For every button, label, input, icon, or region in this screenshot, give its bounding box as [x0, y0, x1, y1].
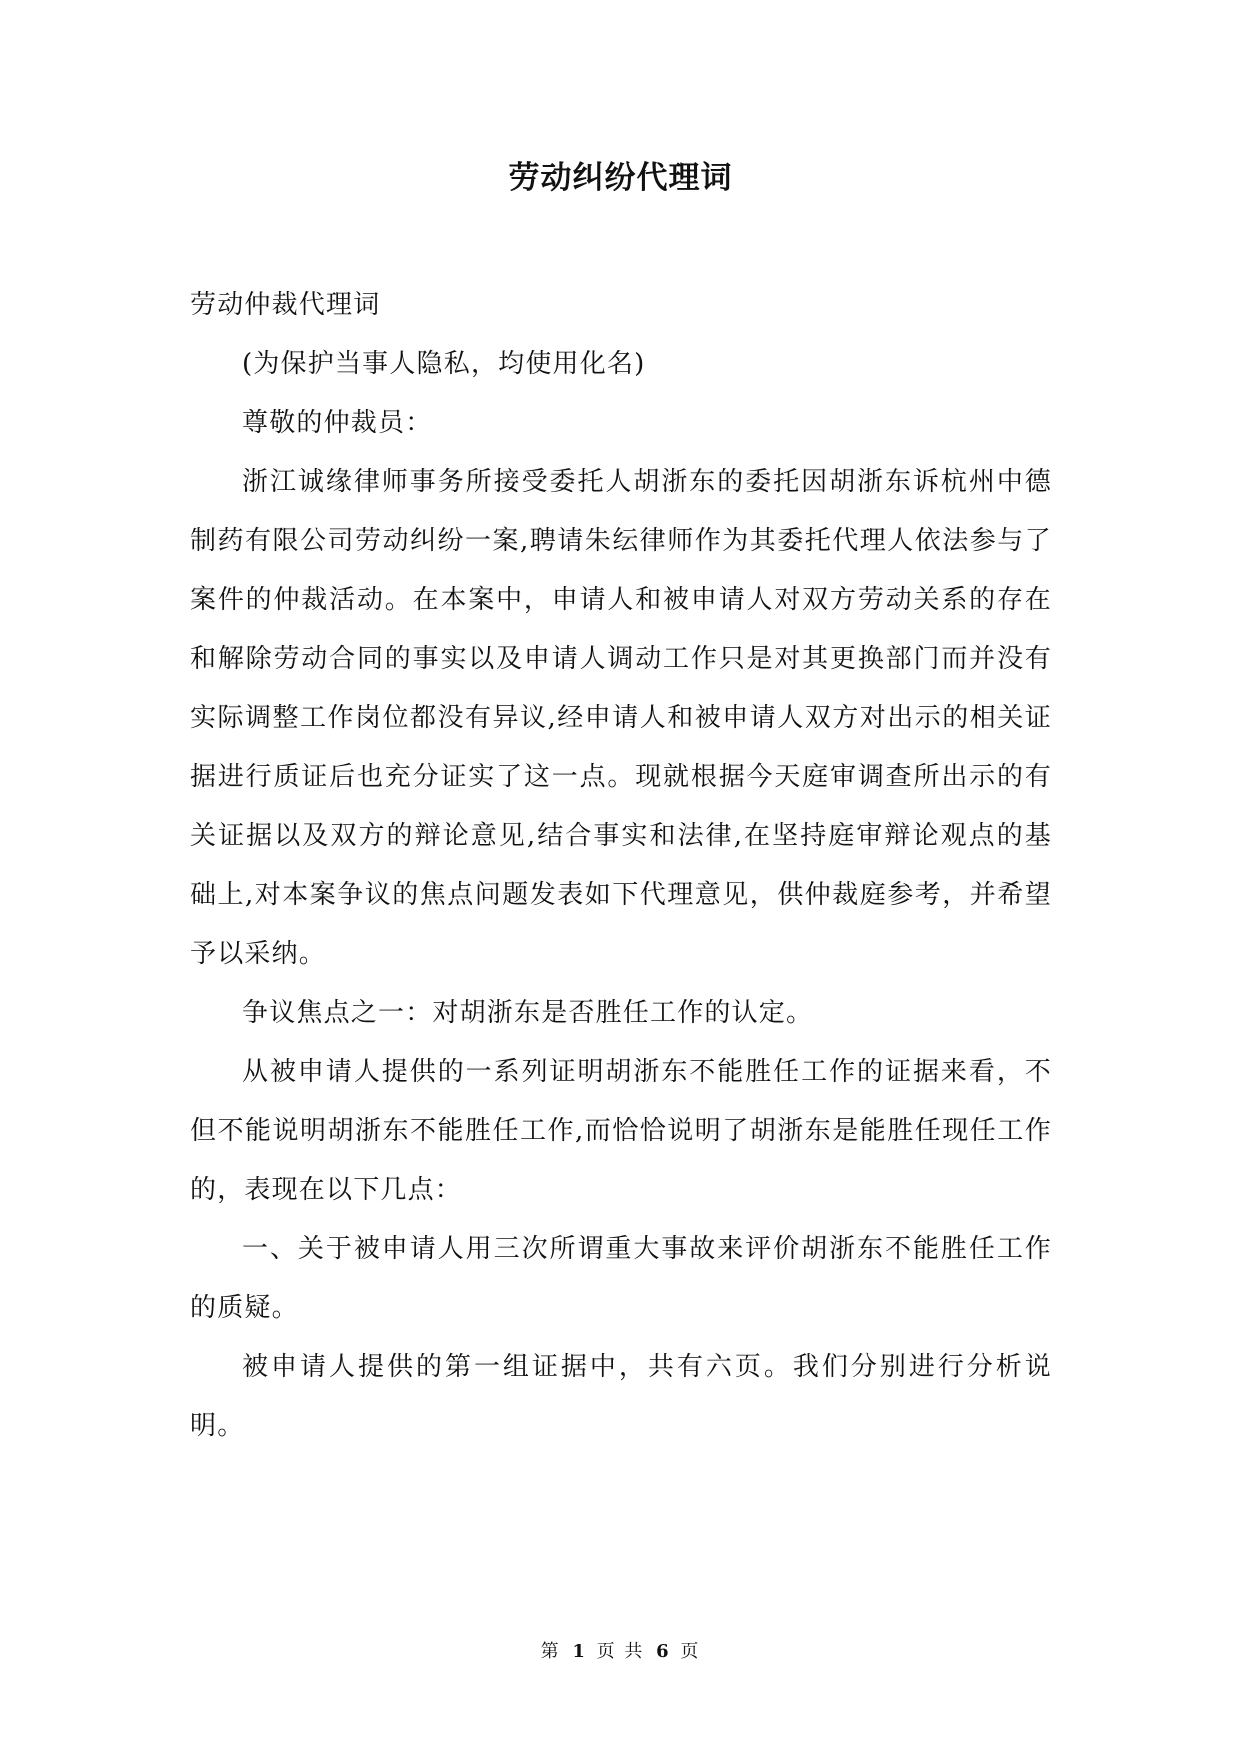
footer-total-pages: 6 — [656, 1641, 669, 1662]
page-footer — [0, 1640, 1241, 1664]
paragraph: 从被申请人提供的一系列证明胡浙东不能胜任工作的证据来看，不但不能说明胡浙东不能胜任工作,而恰恰说明了胡浙东是能胜任现任工作的，表现在以下几点： — [190, 1057, 1052, 1205]
paragraph: (为保护当事人隐私，均使用化名) — [242, 349, 646, 379]
footer-page-number: 1 — [572, 1641, 585, 1662]
paragraph: 尊敬的仲裁员： — [242, 408, 433, 438]
paragraph: 被申请人提供的第一组证据中，共有六页。我们分别进行分析说明。 — [190, 1352, 1052, 1441]
paragraph: 劳动仲裁代理词 — [190, 290, 381, 320]
paragraph: 浙江诚缘律师事务所接受委托人胡浙东的委托因胡浙东诉杭州中德制药有限公司劳动纠纷一案,聘请朱纭律师作为其委托代理人依法参与了案件的仲裁活动。在本案中，申请人和被申请人对双方劳动关系的存在和解除劳动合同的事实以及申请人调动工作只是对其更换部门而并没有实际调整工作岗位都没有异议,经申请人和被申请人双方对出示的相关证据进行质证后也充分证实了这一点。现就根据今天庭审调查所出示的有关证据以及双方的辩论意见,结合事实和法律,在坚持庭审辩论观点的基础上,对本案争议的焦点问题发表如下代理意见，供仲裁庭参考，并希望予以采纳。 — [190, 467, 1052, 969]
footer-prefix: 第 — [540, 1641, 561, 1662]
document-body — [190, 276, 1052, 1456]
paragraph: 争议焦点之一：对胡浙东是否胜任工作的认定。 — [242, 998, 814, 1028]
footer-middle: 页 共 — [596, 1641, 645, 1662]
footer-suffix: 页 — [680, 1641, 701, 1662]
paragraph: 一、关于被申请人用三次所谓重大事故来评价胡浙东不能胜任工作的质疑。 — [190, 1234, 1052, 1323]
document-title: 劳动纠纷代理词 — [508, 160, 733, 196]
